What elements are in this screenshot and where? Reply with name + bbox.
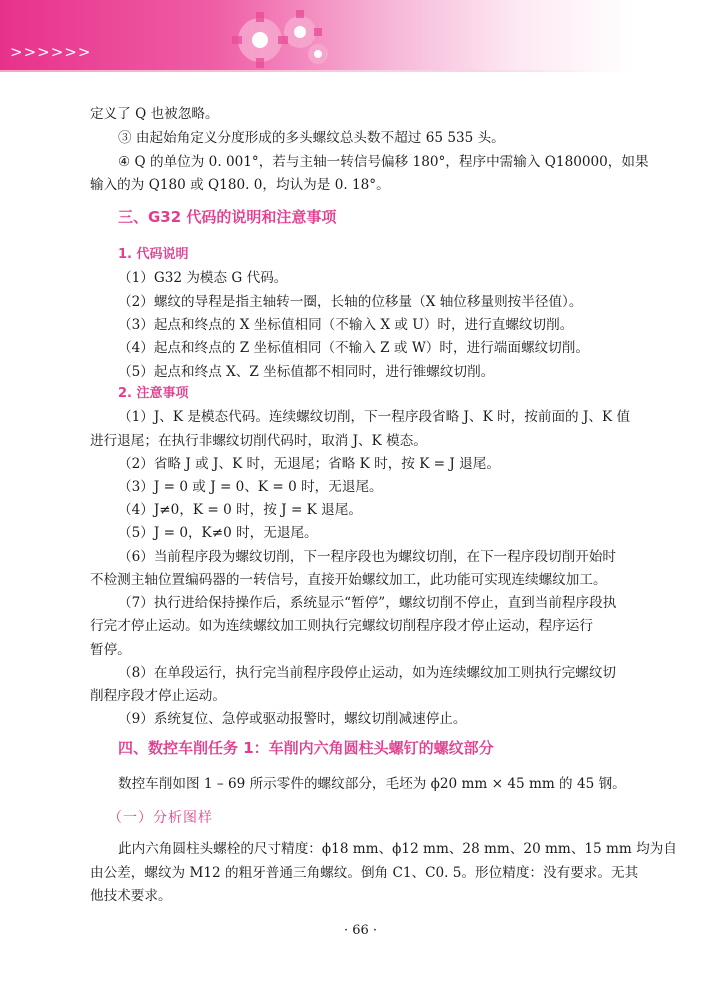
paragraph: ④ Q 的单位为 0. 001°，若与主轴一转信号偏移 180°，程序中需输入 Q180000，如果 — [118, 154, 649, 170]
list-item: （5）J = 0，K≠0 时，无退尾。 — [118, 525, 318, 541]
chevrons-icon: >>>>>> — [10, 43, 92, 61]
list-item: （4）起点和终点的 Z 坐标值相同（不输入 Z 或 W）时，进行端面螺纹切削。 — [118, 340, 589, 356]
list-item: （6）当前程序段为螺纹切削，下一程序段也为螺纹切削，在下一程序段切削开始时 — [118, 549, 617, 565]
paragraph: 数控车削如图 1 – 69 所示零件的螺纹部分，毛坯为 ϕ20 mm × 45 mm 的 45 钢。 — [118, 776, 626, 792]
list-item: （8）在单段运行，执行完当前程序段停止运动，如为连续螺纹加工则执行完螺纹切 — [118, 665, 617, 681]
subsection-heading: 1. 代码说明 — [118, 247, 189, 262]
list-item: 行完才停止运动。如为连续螺纹加工则执行完螺纹切削程序段才停止运动，程序运行 — [90, 618, 593, 634]
paragraph: 输入的为 Q180 或 Q180. 0，均认为是 0. 18°。 — [90, 177, 390, 193]
list-item: （3）起点和终点的 X 坐标值相同（不输入 X 或 U）时，进行直螺纹切削。 — [118, 317, 574, 333]
page-number: · 66 · — [343, 923, 378, 938]
subsection-heading: 2. 注意事项 — [118, 386, 189, 401]
paragraph: 定义了 Q 也被忽略。 — [90, 106, 219, 122]
list-item: （9）系统复位、急停或驱动报警时，螺纹切削减速停止。 — [118, 711, 467, 727]
list-item: （1）J、K 是模态代码。连续螺纹切削，下一程序段省略 J、K 时，按前面的 J、K 值 — [118, 409, 631, 425]
subsection-heading: （一）分析图样 — [108, 810, 213, 826]
paragraph: 他技术要求。 — [90, 888, 172, 904]
paragraph: ③ 由起始角定义分度形成的多头螺纹总头数不超过 65 535 头。 — [118, 130, 505, 146]
list-item: 进行退尾；在执行非螺纹切削代码时，取消 J、K 模态。 — [90, 433, 427, 449]
list-item: （4）J≠0，K = 0 时，按 J = K 退尾。 — [118, 502, 362, 518]
list-item: 削程序段才停止运动。 — [90, 688, 226, 704]
paragraph: 由公差，螺纹为 M12 的粗牙普通三角螺纹。倒角 C1、C0. 5。形位精度：没有要求。无其 — [90, 865, 639, 881]
list-item: （2）螺纹的导程是指主轴转一圈，长轴的位移量（X 轴位移量则按半径值）。 — [118, 294, 583, 310]
list-item: （5）起点和终点 X、Z 坐标值都不相同时，进行锥螺纹切削。 — [118, 364, 495, 380]
list-item: （3）J = 0 或 J = 0、K = 0 时，无退尾。 — [118, 479, 383, 495]
section-heading: 三、G32 代码的说明和注意事项 — [118, 208, 337, 226]
list-item: 不检测主轴位置编码器的一转信号，直接开始螺纹加工，此功能可实现连续螺纹加工。 — [90, 572, 607, 588]
section-heading: 四、数控车削任务 1：车削内六角圆柱头螺钉的螺纹部分 — [118, 739, 494, 757]
list-item: （2）省略 J 或 J、K 时，无退尾；省略 K 时，按 K = J 退尾。 — [118, 456, 500, 472]
paragraph: 此内六角圆柱头螺栓的尺寸精度：ϕ18 mm、ϕ12 mm、28 mm、20 mm、15 mm 均为自 — [118, 841, 677, 857]
list-item: （1）G32 为模态 G 代码。 — [118, 270, 288, 286]
list-item: （7）执行进给保持操作后，系统显示“暂停”，螺纹切削不停止，直到当前程序段执 — [118, 595, 617, 611]
list-item: 暂停。 — [90, 642, 131, 658]
